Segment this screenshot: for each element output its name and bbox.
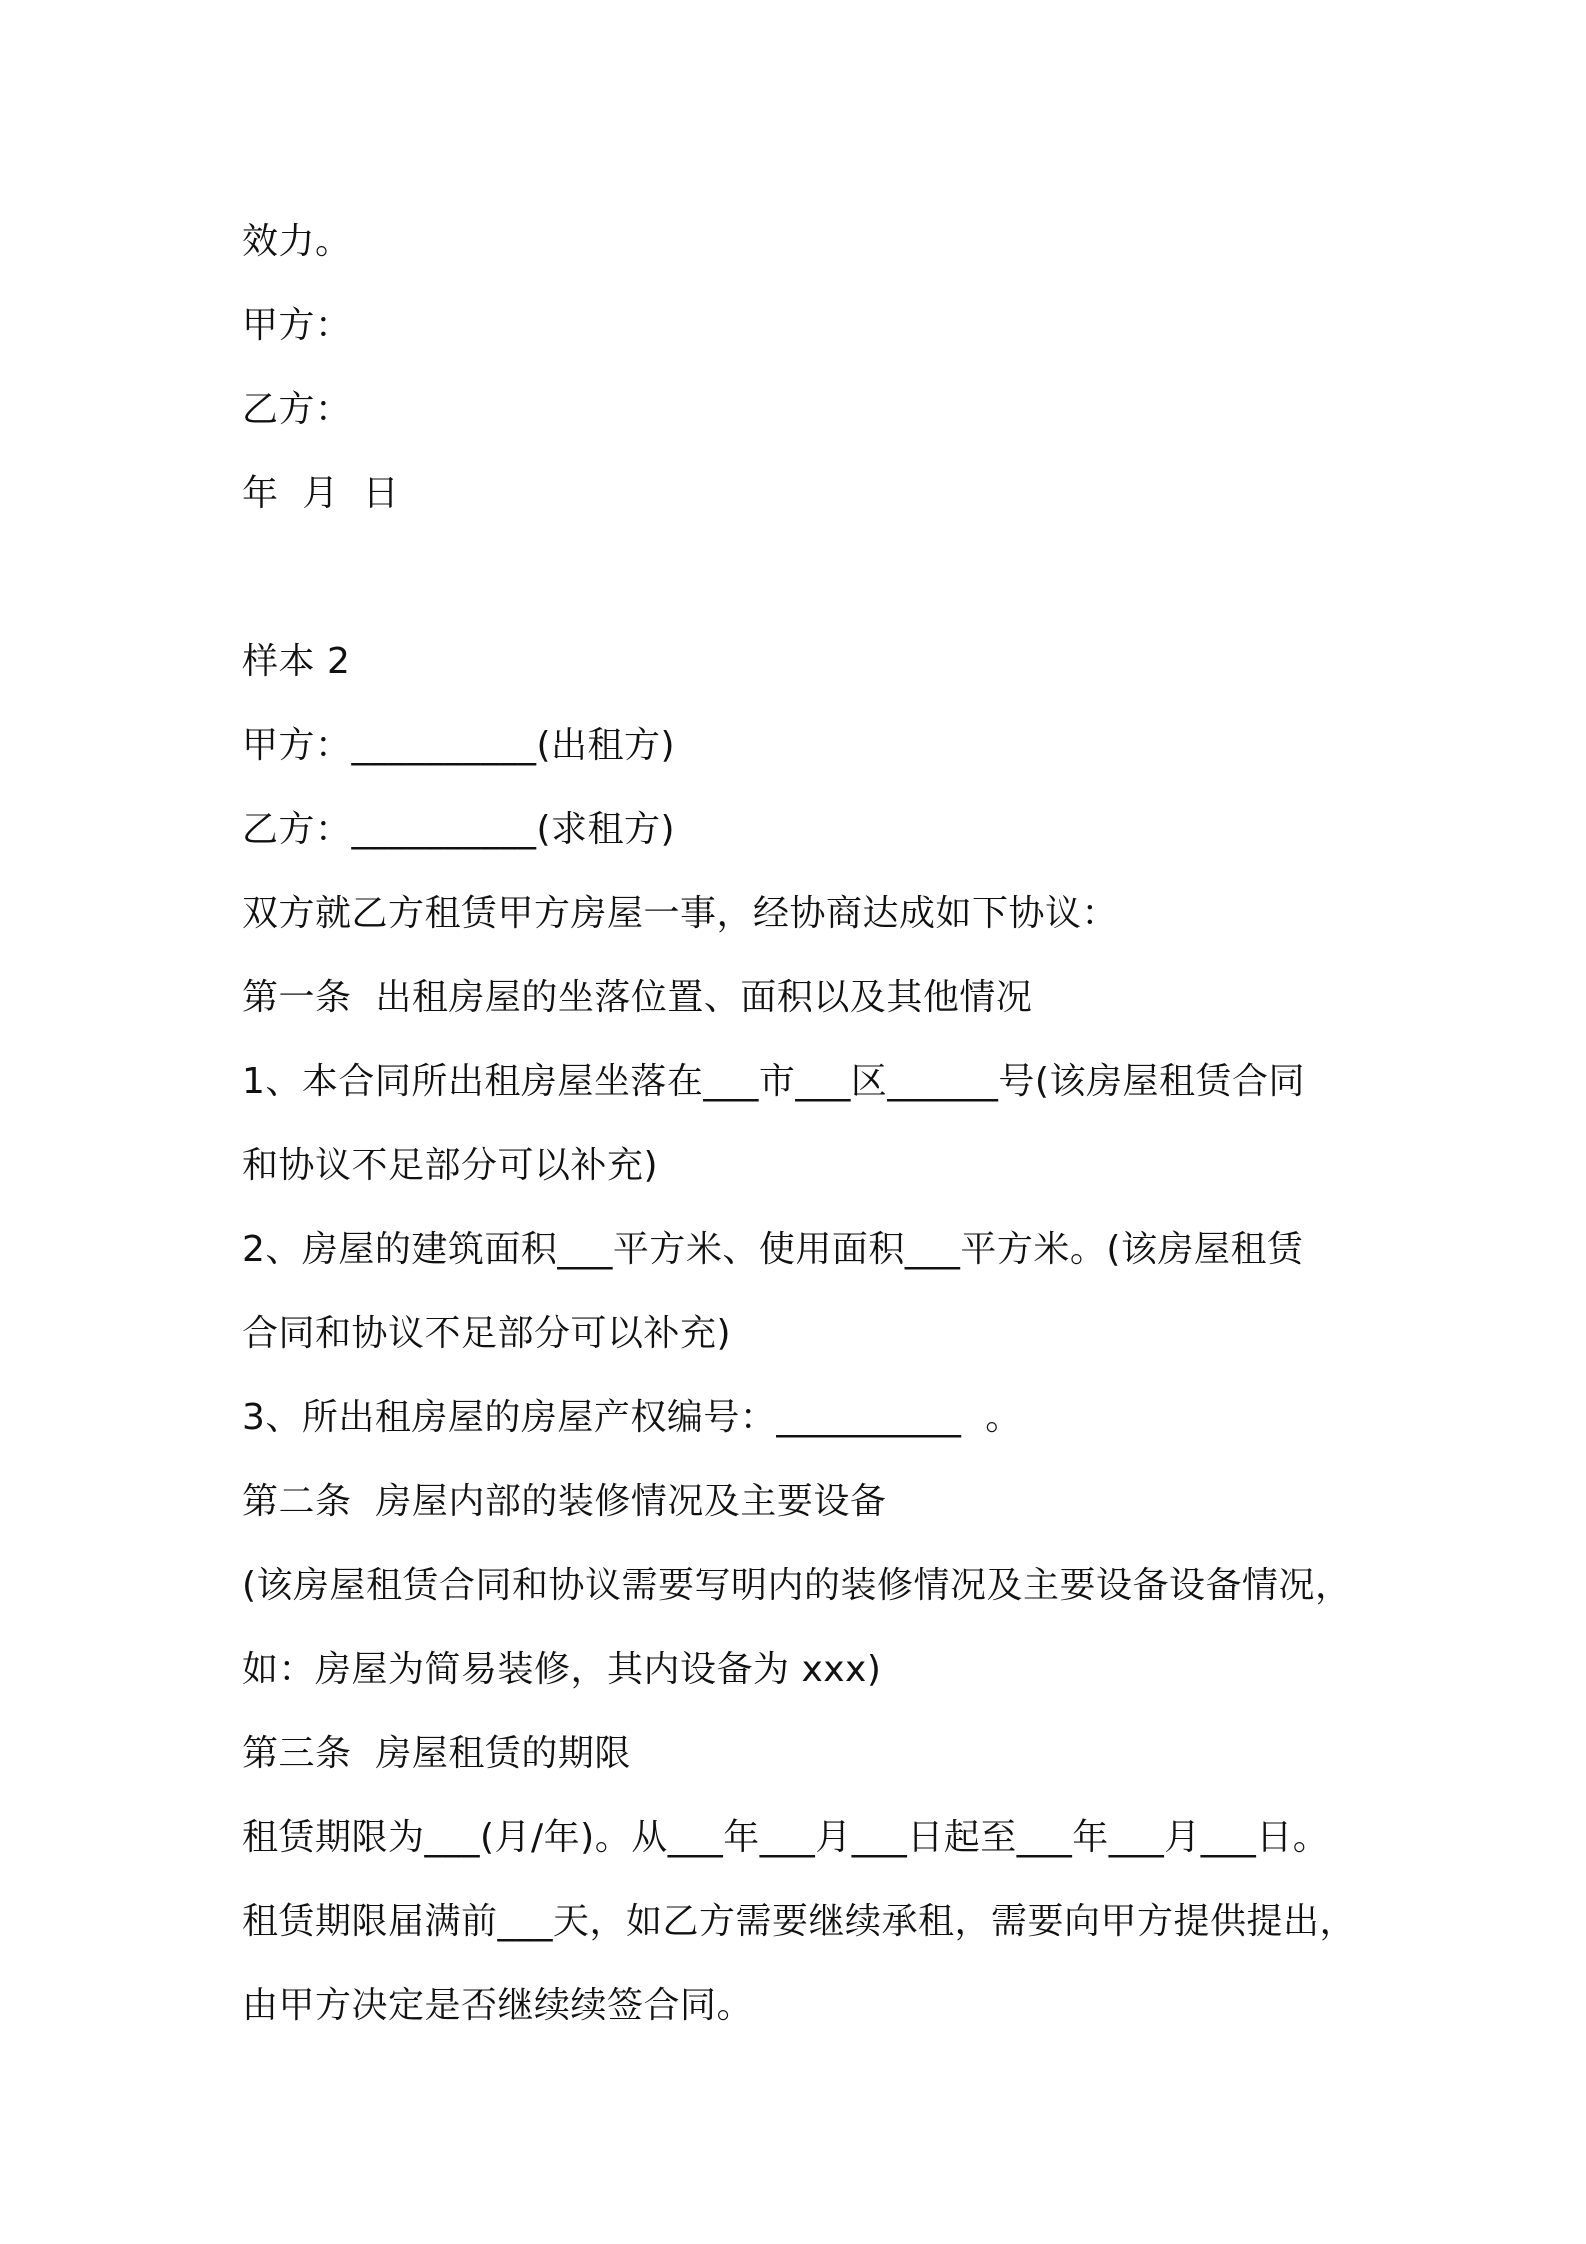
article-2-text: (该房屋租赁合同和协议需要写明内的装修情况及主要设备设备情况， <box>242 1565 1352 1606</box>
article-1-item-1-cont: 和协议不足部分可以补充) <box>242 1145 659 1186</box>
section-title-sample-2: 样本 2 <box>242 641 351 682</box>
text-line-effect: 效力。 <box>242 221 352 262</box>
text-line-party-b-lessee: 乙方：__________(求租方) <box>242 809 676 850</box>
article-3-renewal: 租赁期限届满前___天，如乙方需要继续承租，需要向甲方提供提出， <box>242 1901 1357 1942</box>
text-line-party-a-lessor: 甲方：__________(出租方) <box>242 725 676 766</box>
text-line-date: 年 月 日 <box>242 473 400 514</box>
document-body <box>242 200 1382 2048</box>
blank-line <box>242 536 1382 620</box>
article-2-text-cont: 如：房屋为简易装修，其内设备为 xxx) <box>242 1649 882 1690</box>
text-line-agreement-intro: 双方就乙方租赁甲方房屋一事，经协商达成如下协议： <box>242 893 1119 934</box>
article-3-renewal-cont: 由甲方决定是否继续续签合同。 <box>242 1985 754 2026</box>
article-1-heading: 第一条 出租房屋的坐落位置、面积以及其他情况 <box>242 977 1033 1018</box>
article-1-item-3: 3、所出租房屋的房屋产权编号：__________ 。 <box>242 1397 1022 1438</box>
article-1-item-2: 2、房屋的建筑面积___平方米、使用面积___平方米。(该房屋租赁 <box>242 1229 1304 1270</box>
article-1-item-1: 1、本合同所出租房屋坐落在___市___区______号(该房屋租赁合同 <box>242 1061 1305 1102</box>
text-line-party-b-signature: 乙方： <box>242 389 352 430</box>
text-line-party-a-signature: 甲方： <box>242 305 352 346</box>
article-1-item-2-cont: 合同和协议不足部分可以补充) <box>242 1313 732 1354</box>
article-2-heading: 第二条 房屋内部的装修情况及主要设备 <box>242 1481 887 1522</box>
article-3-term: 租赁期限为___(月/年)。从___年___月___日起至___年___月___日。 <box>242 1817 1330 1858</box>
article-3-heading: 第三条 房屋租赁的期限 <box>242 1733 631 1774</box>
